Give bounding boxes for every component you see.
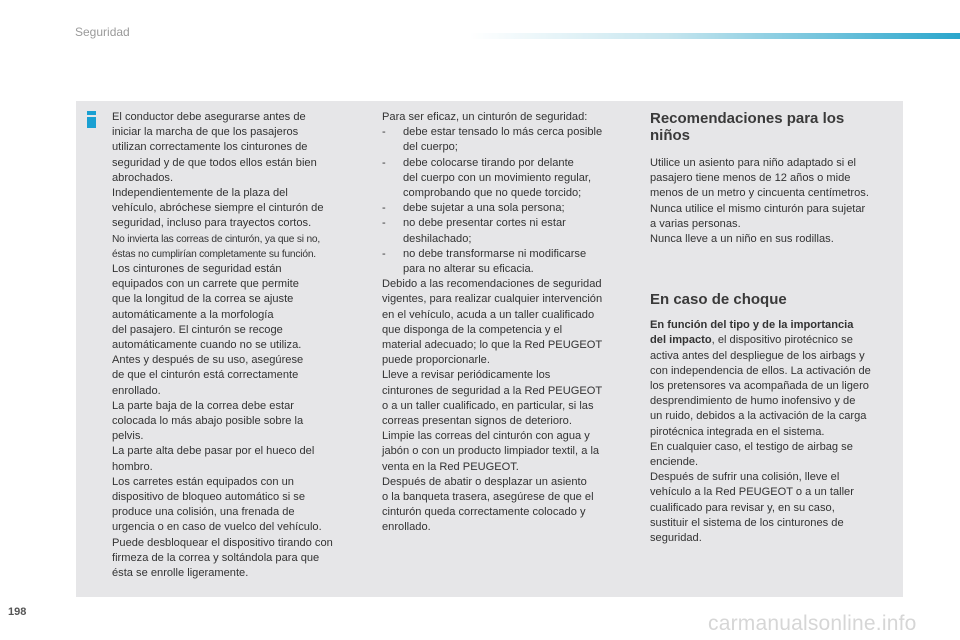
col3-line: cualificado para revisar y, en su caso, — [650, 501, 835, 514]
bullet-item — [382, 156, 637, 202]
col1-line: produce una colisión, una frenada de — [112, 506, 295, 519]
watermark: carmanualsonline.info — [708, 612, 917, 635]
col2-line: Debido a las recomendaciones de seguridad — [382, 278, 602, 291]
col1-line: que la longitud de la correa se ajuste — [112, 293, 294, 306]
header-gradient-bar — [470, 33, 960, 39]
col3-mixed-line — [650, 333, 900, 348]
bullet-line: no debe transformarse ni modificarse — [403, 247, 587, 260]
col2-line: en el vehículo, acuda a un taller cualificado — [382, 308, 595, 321]
col1-line: firmeza de la correa y soltándola para que — [112, 551, 320, 564]
heading-line: Recomendaciones para los — [650, 110, 845, 127]
bullet-line: debe estar tensado lo más cerca posible — [403, 126, 603, 139]
col2-line: venta en la Red PEUGEOT. — [382, 460, 519, 473]
info-icon — [87, 111, 96, 128]
dash-marker: - — [382, 126, 386, 139]
col2-line: o la banqueta trasera, asegúrese de que el — [382, 491, 594, 504]
info-column-3 — [650, 110, 900, 546]
col1-line: enrollado. — [112, 384, 161, 397]
col2-line: Después de abatir o desplazar un asiento — [382, 475, 587, 488]
col3-inline: , el dispositivo pirotécnico se — [711, 334, 853, 347]
col2-line: jabón o con un producto limpiador textil, a la — [382, 445, 600, 458]
dash-marker: - — [382, 202, 386, 215]
col1-line: pelvis. — [112, 430, 144, 443]
page-number: 198 — [8, 606, 27, 618]
col3-line: Nunca lleve a un niño en sus rodillas. — [650, 233, 834, 246]
col1-line: colocada lo más abajo posible sobre la — [112, 415, 304, 428]
bullet-item — [382, 216, 637, 246]
col1-line: seguridad y de que todos ellos están bien — [112, 156, 317, 169]
bullet-line: deshilachado; — [403, 232, 472, 245]
col1-line: automáticamente a la morfología — [112, 308, 274, 321]
col2-intro: Para ser eficaz, un cinturón de seguridad: — [382, 111, 588, 123]
col3-line: a varias personas. — [650, 217, 741, 230]
col1-line: La parte baja de la correa debe estar — [112, 399, 294, 412]
col1-line: iniciar la marcha de que los pasajeros — [112, 126, 299, 139]
col2-line: que disponga de la competencia y el — [382, 323, 563, 336]
col3-line: enciende. — [650, 456, 699, 469]
col1-line: de que el cinturón está correctamente — [112, 369, 299, 382]
bullet-line: debe sujetar a una sola persona; — [403, 202, 565, 215]
col2-line: Lleve a revisar periódicamente los — [382, 369, 551, 382]
col1-line: vehículo, abróchese siempre el cinturón de — [112, 202, 324, 215]
col2-line: puede proporcionarle. — [382, 354, 490, 367]
col3-line: activa antes del despliegue de los airbags y — [650, 349, 865, 362]
col2-line: vigentes, para realizar cualquier intervención — [382, 293, 603, 306]
info-icon-dot — [87, 111, 96, 115]
col2-line: material adecuado; lo que la Red PEUGEOT — [382, 339, 603, 352]
heading-children-recommendations — [650, 110, 900, 144]
col1-line: Los carretes están equipados con un — [112, 475, 294, 488]
heading-line: niños — [650, 127, 690, 144]
col3-line: Nunca utilice el mismo cinturón para sujetar — [650, 202, 866, 215]
col2-line: correas presentan signos de deterioro. — [382, 415, 572, 428]
col1-line: automáticamente cuando no se utiliza. — [112, 339, 302, 352]
col1-line: abrochados. — [112, 171, 174, 184]
bullet-line: comprobando que no quede torcido; — [403, 187, 582, 200]
bullet-line: del cuerpo; — [403, 141, 458, 154]
col3-line: con independencia de ellos. La activación de — [650, 364, 871, 377]
col1-line: Antes y después de su uso, asegúrese — [112, 354, 304, 367]
col1-line: ésta se enrolle ligeramente. — [112, 567, 249, 580]
col3-line: desprendimiento de humo inofensivo y de — [650, 395, 856, 408]
col3-line: sustituir el sistema de los cinturones de — [650, 516, 844, 529]
bullet-item — [382, 125, 637, 155]
col3-line: Después de sufrir una colisión, lleve el — [650, 471, 840, 484]
col1-line: No invierta las correas de cinturón, ya que si no, — [112, 233, 321, 245]
bullet-item — [382, 201, 637, 216]
col1-line: urgencia o en caso de vuelco del vehículo. — [112, 521, 322, 534]
section-title: Seguridad — [75, 25, 130, 39]
dash-marker: - — [382, 156, 386, 169]
bullet-line: del cuerpo con un movimiento regular, — [403, 171, 592, 184]
col3-line: un ruido, debidos a la activación de la carga — [650, 410, 867, 423]
col3-bold-inline: del impacto — [650, 334, 712, 347]
heading-impact: En caso de choque — [650, 291, 787, 309]
col1-line: del pasajero. El cinturón se recoge — [112, 323, 283, 336]
col3-line: menos de un metro y cincuenta centímetros. — [650, 187, 869, 200]
bullet-line: para no alterar su eficacia. — [403, 263, 534, 276]
col1-line: dispositivo de bloqueo automático si se — [112, 491, 306, 504]
col1-line: Los cinturones de seguridad están — [112, 263, 282, 276]
col1-line: seguridad, incluso para trayectos cortos. — [112, 217, 312, 230]
info-column-2 — [382, 110, 637, 536]
col1-line: La parte alta debe pasar por el hueco del — [112, 445, 315, 458]
col3-line: seguridad. — [650, 532, 702, 545]
col3-line: pirotécnica integrada en el sistema. — [650, 425, 825, 438]
col1-line: Independientemente de la plaza del — [112, 187, 288, 200]
dash-marker: - — [382, 217, 386, 230]
col1-line: hombro. — [112, 460, 153, 473]
col3-line: pasajero tiene menos de 12 años o mide — [650, 172, 851, 185]
col3-line: Utilice un asiento para niño adaptado si el — [650, 157, 856, 169]
info-column-1 — [112, 110, 362, 581]
bullet-line: no debe presentar cortes ni estar — [403, 217, 566, 230]
col2-line: cinturón queda correctamente colocado y — [382, 506, 586, 519]
col1-line: Puede desbloquear el dispositivo tirando con — [112, 536, 333, 549]
col2-line: cinturones de seguridad a la Red PEUGEOT — [382, 384, 603, 397]
col2-line: Limpie las correas del cinturón con agua y — [382, 430, 590, 443]
bullet-item — [382, 247, 637, 277]
col3-line: vehículo a la Red PEUGEOT o a un taller — [650, 486, 854, 499]
col1-line: El conductor debe asegurarse antes de — [112, 111, 306, 123]
info-icon-stem — [87, 117, 96, 128]
col2-line: enrollado. — [382, 521, 431, 534]
col3-bold-line: En función del tipo y de la importancia — [650, 319, 854, 332]
col1-line: utilizan correctamente los cinturones de — [112, 141, 308, 154]
col3-line: los pretensores va acompañada de un ligero — [650, 380, 869, 393]
col1-line: equipados con un carrete que permite — [112, 278, 299, 291]
col2-line: o a un taller cualificado, en particular, si las — [382, 399, 594, 412]
col1-line: éstas no cumplirían completamente su función. — [112, 248, 316, 260]
col3-line: En cualquier caso, el testigo de airbag se — [650, 440, 853, 453]
dash-marker: - — [382, 247, 386, 260]
bullet-line: debe colocarse tirando por delante — [403, 156, 574, 169]
